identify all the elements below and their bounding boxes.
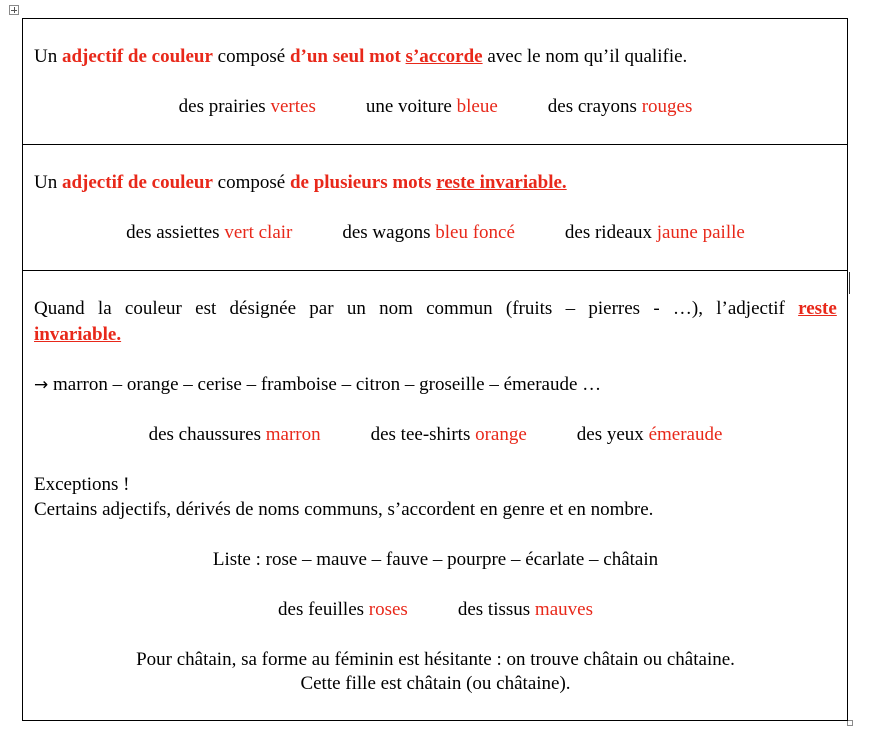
chatain-note: Pour châtain, sa forme au féminin est hésitante : on trouve châtain ou châtaine.: [136, 649, 735, 670]
example: une voiture bleue: [365, 96, 498, 117]
example: des yeux émeraude: [576, 424, 723, 445]
chatain-example: Cette fille est châtain (ou châtaine).: [300, 673, 571, 694]
rule-sentence: Un adjectif de couleur composé d’un seul mot s’accorde avec le nom qu’il qualifie.: [34, 46, 688, 67]
grammar-rules-table: [22, 18, 848, 721]
examples-line: [34, 423, 837, 447]
example: des crayons rouges: [547, 96, 693, 117]
rule-sentence-line2: [34, 323, 837, 347]
example: des tee-shirts orange: [370, 424, 527, 445]
keyword: adjectif de couleur: [61, 46, 213, 67]
rule-cell-single-word: [23, 19, 847, 145]
keyword-underlined: reste invariable.: [436, 172, 567, 193]
examples-line: [34, 221, 837, 245]
arrow-right-icon: →: [34, 375, 49, 395]
keyword-underlined: invariable.: [34, 324, 122, 345]
examples-line: [34, 95, 837, 119]
example: des feuilles roses: [278, 599, 408, 620]
rule-sentence: Un adjectif de couleur composé de plusieurs mots reste invariable.: [34, 172, 567, 193]
example: des chaussures marron: [148, 424, 321, 445]
keyword: adjectif de couleur: [61, 172, 213, 193]
text-cursor: [849, 272, 850, 294]
example: des assiettes vert clair: [126, 222, 293, 243]
noun-color-list: → marron – orange – cerise – framboise – citron – groseille – émeraude …: [34, 374, 602, 395]
example: des wagons bleu foncé: [342, 222, 515, 243]
example: des rideaux jaune paille: [564, 222, 745, 243]
examples-line: [34, 598, 837, 622]
table-move-handle[interactable]: [9, 5, 19, 15]
keyword-underlined: s’accorde: [405, 46, 483, 67]
exception-list: Liste : rose – mauve – fauve – pourpre – écarlate – châtain: [212, 549, 659, 570]
example: des tissus mauves: [457, 599, 593, 620]
exceptions-title: Exceptions !: [34, 474, 130, 495]
keyword-underlined: reste: [798, 298, 837, 319]
keyword: de plusieurs mots: [289, 172, 432, 193]
exceptions-text: Certains adjectifs, dérivés de noms communs, s’accordent en genre et en nombre.: [34, 499, 654, 520]
example: des prairies vertes: [178, 96, 316, 117]
keyword: d’un seul mot: [289, 46, 401, 67]
rule-cell-multi-word: [23, 145, 847, 271]
rule-sentence-line1: Quand la couleur est désignée par un nom commun (fruits – pierres - …), l’adjectif reste: [34, 298, 837, 319]
rule-cell-noun-colors: [23, 271, 847, 720]
